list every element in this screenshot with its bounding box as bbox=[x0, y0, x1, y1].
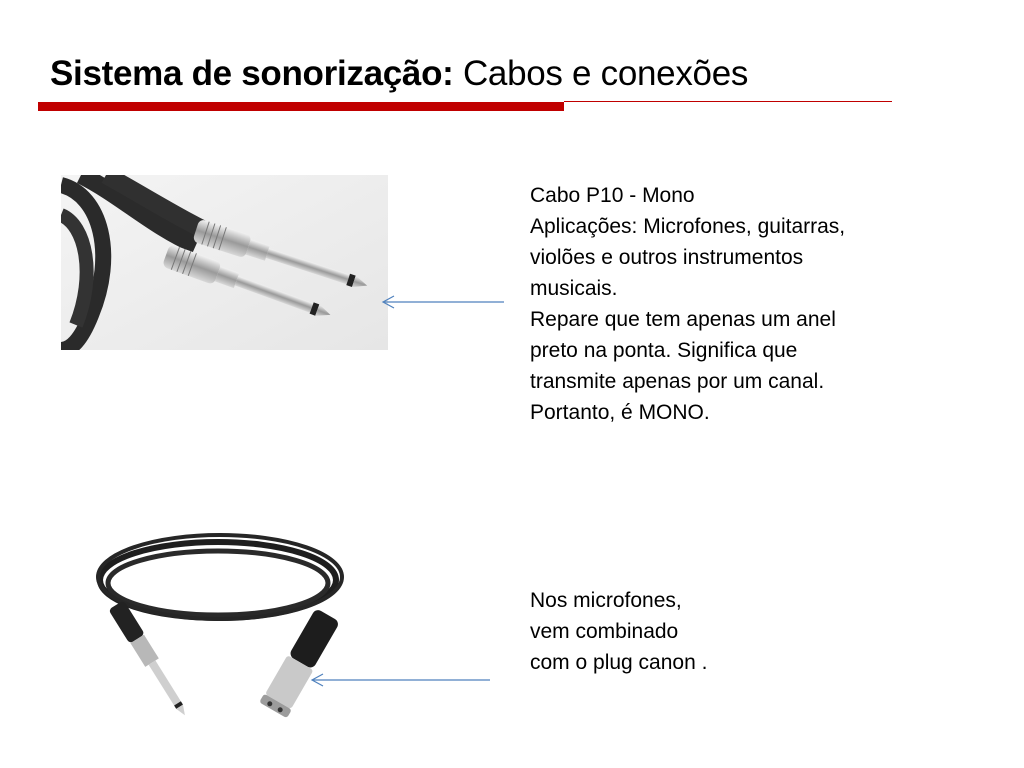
text-line: Cabo P10 - Mono bbox=[530, 184, 695, 207]
title-underline-thick bbox=[38, 102, 564, 111]
canon-plug-description bbox=[530, 585, 707, 678]
arrow-left-icon bbox=[378, 292, 504, 312]
text-line: violões e outros instrumentos bbox=[530, 246, 804, 269]
title-underline-thin bbox=[564, 101, 892, 102]
text-line: vem combinado bbox=[530, 620, 679, 643]
text-line: Portanto, é MONO. bbox=[530, 401, 710, 424]
slide-title-normal: Cabos e conexões bbox=[462, 54, 749, 93]
p10-mono-cable-photo bbox=[61, 175, 388, 350]
text-line: Repare que tem apenas um anel bbox=[530, 308, 836, 331]
text-line: preto na ponta. Significa que bbox=[530, 339, 798, 362]
arrow-left-icon bbox=[307, 670, 490, 690]
text-line: com o plug canon . bbox=[530, 651, 708, 674]
slide-title-bold: Sistema de sonorização: bbox=[50, 54, 454, 93]
text-line: Nos microfones, bbox=[530, 589, 682, 612]
text-line: musicais. bbox=[530, 277, 618, 300]
text-line: transmite apenas por um canal. bbox=[530, 370, 825, 393]
slide-title bbox=[50, 52, 748, 96]
text-line: Aplicações: Microfones, guitarras, bbox=[530, 215, 846, 238]
p10-cable-description bbox=[530, 180, 845, 428]
p10-to-xlr-canon-cable-photo bbox=[88, 525, 353, 725]
